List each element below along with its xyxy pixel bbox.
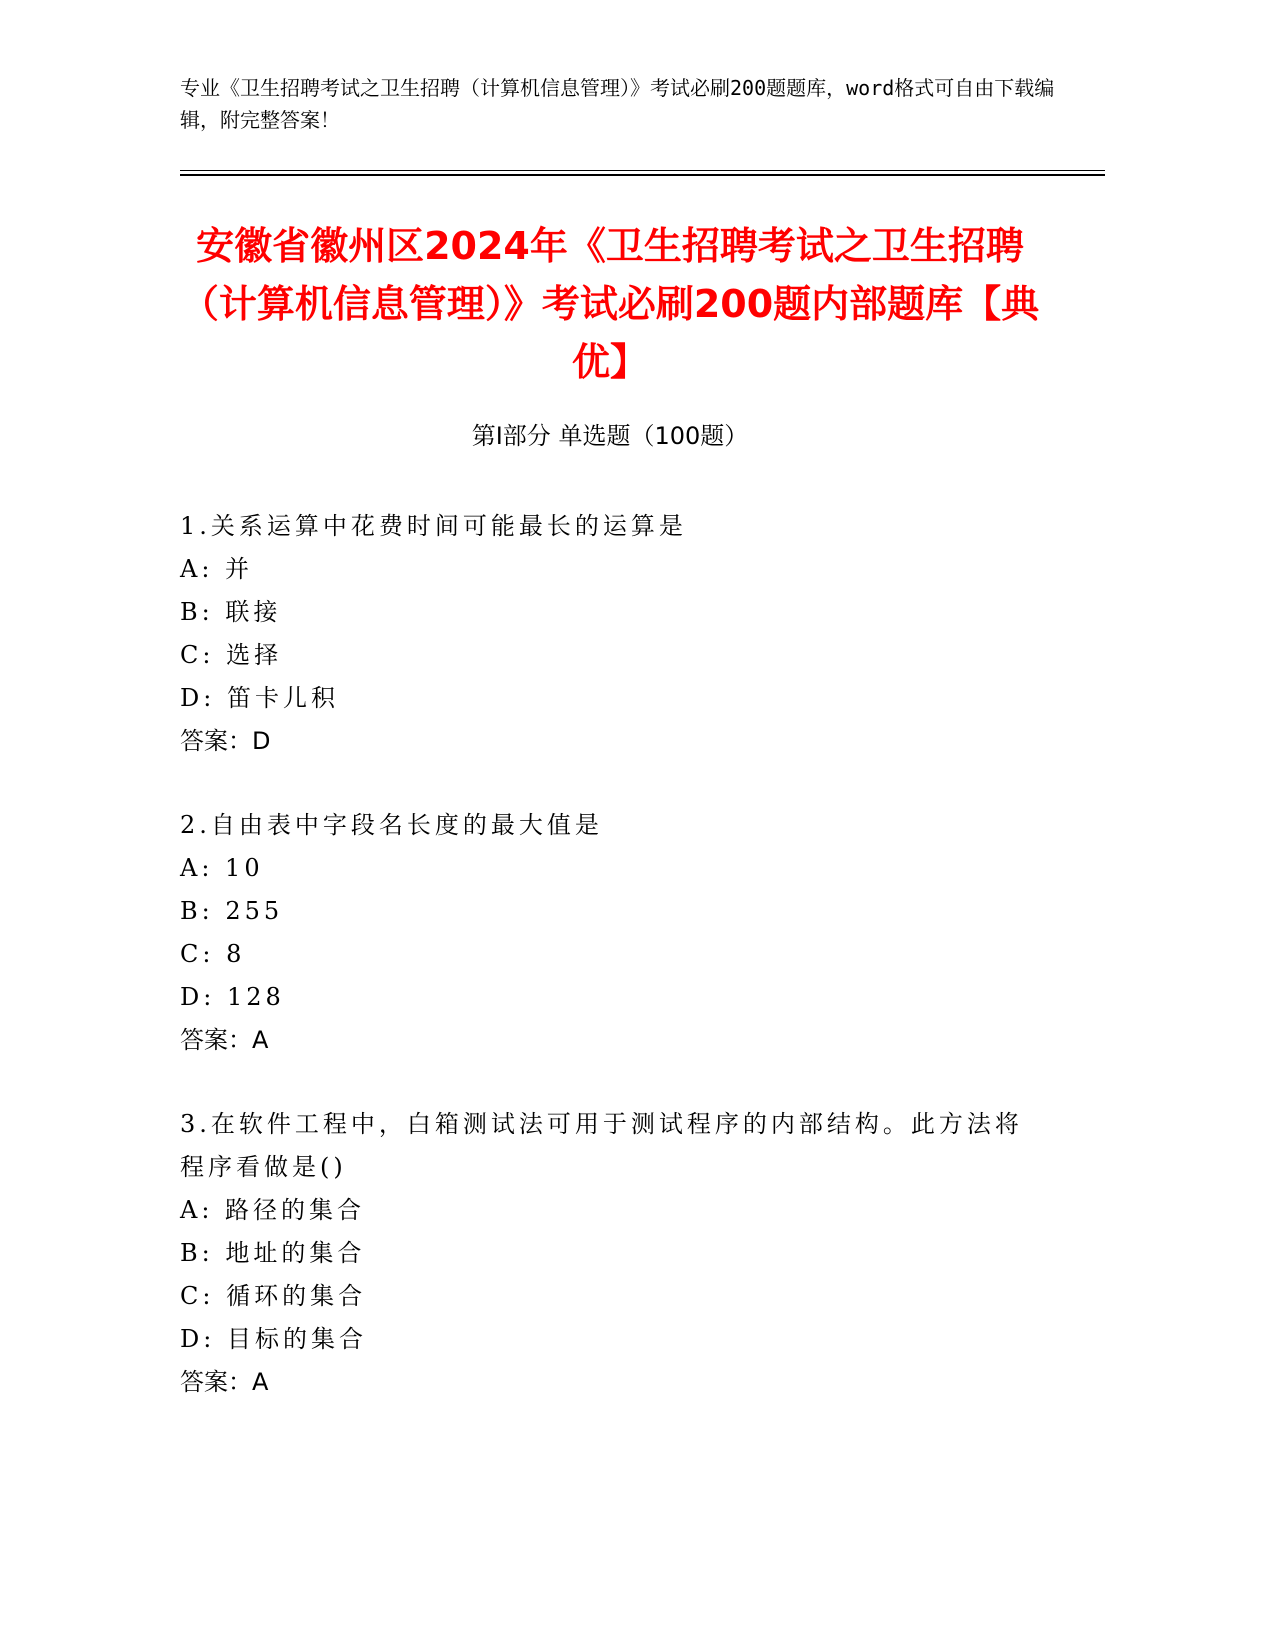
option-a: A: 路径的集合: [180, 1196, 366, 1224]
option-d: D: 128: [180, 983, 285, 1011]
question-answer: 答案：D: [180, 727, 271, 755]
header-divider-thin: [180, 170, 1105, 171]
question-1: [180, 505, 1040, 763]
option-c: C: 循环的集合: [180, 1282, 367, 1310]
option-d: D: 目标的集合: [180, 1325, 367, 1353]
header-note: 专业《卫生招聘考试之卫生招聘（计算机信息管理）》考试必刷200题题库，word格式可自由下载编辑，附完整答案！: [180, 76, 1055, 132]
option-c: C: 选择: [180, 641, 283, 669]
question-answer: 答案：A: [180, 1368, 269, 1396]
option-a: A: 并: [180, 555, 254, 583]
question-stem: 1.关系运算中花费时间可能最长的运算是: [180, 512, 687, 540]
question-3: [180, 1103, 1040, 1404]
question-list: [180, 505, 1040, 1445]
header-divider-thick: [180, 174, 1105, 176]
question-stem: 2.自由表中字段名长度的最大值是: [180, 811, 603, 839]
document-title: 安徽省徽州区2024年《卫生招聘考试之卫生招聘（计算机信息管理）》考试必刷200题内部题库【典优】: [180, 224, 1040, 384]
option-b: B: 地址的集合: [180, 1239, 366, 1267]
option-d: D: 笛卡儿积: [180, 684, 339, 712]
section-heading: 第Ⅰ部分 单选题（100题）: [471, 422, 749, 450]
question-answer: 答案：A: [180, 1026, 269, 1054]
option-b: B: 联接: [180, 598, 282, 626]
option-a: A: 10: [180, 854, 264, 882]
option-c: C: 8: [180, 940, 246, 968]
option-b: B: 255: [180, 897, 284, 925]
question-stem: 3.在软件工程中，白箱测试法可用于测试程序的内部结构。此方法将程序看做是(): [180, 1110, 1023, 1181]
question-2: [180, 804, 1040, 1062]
